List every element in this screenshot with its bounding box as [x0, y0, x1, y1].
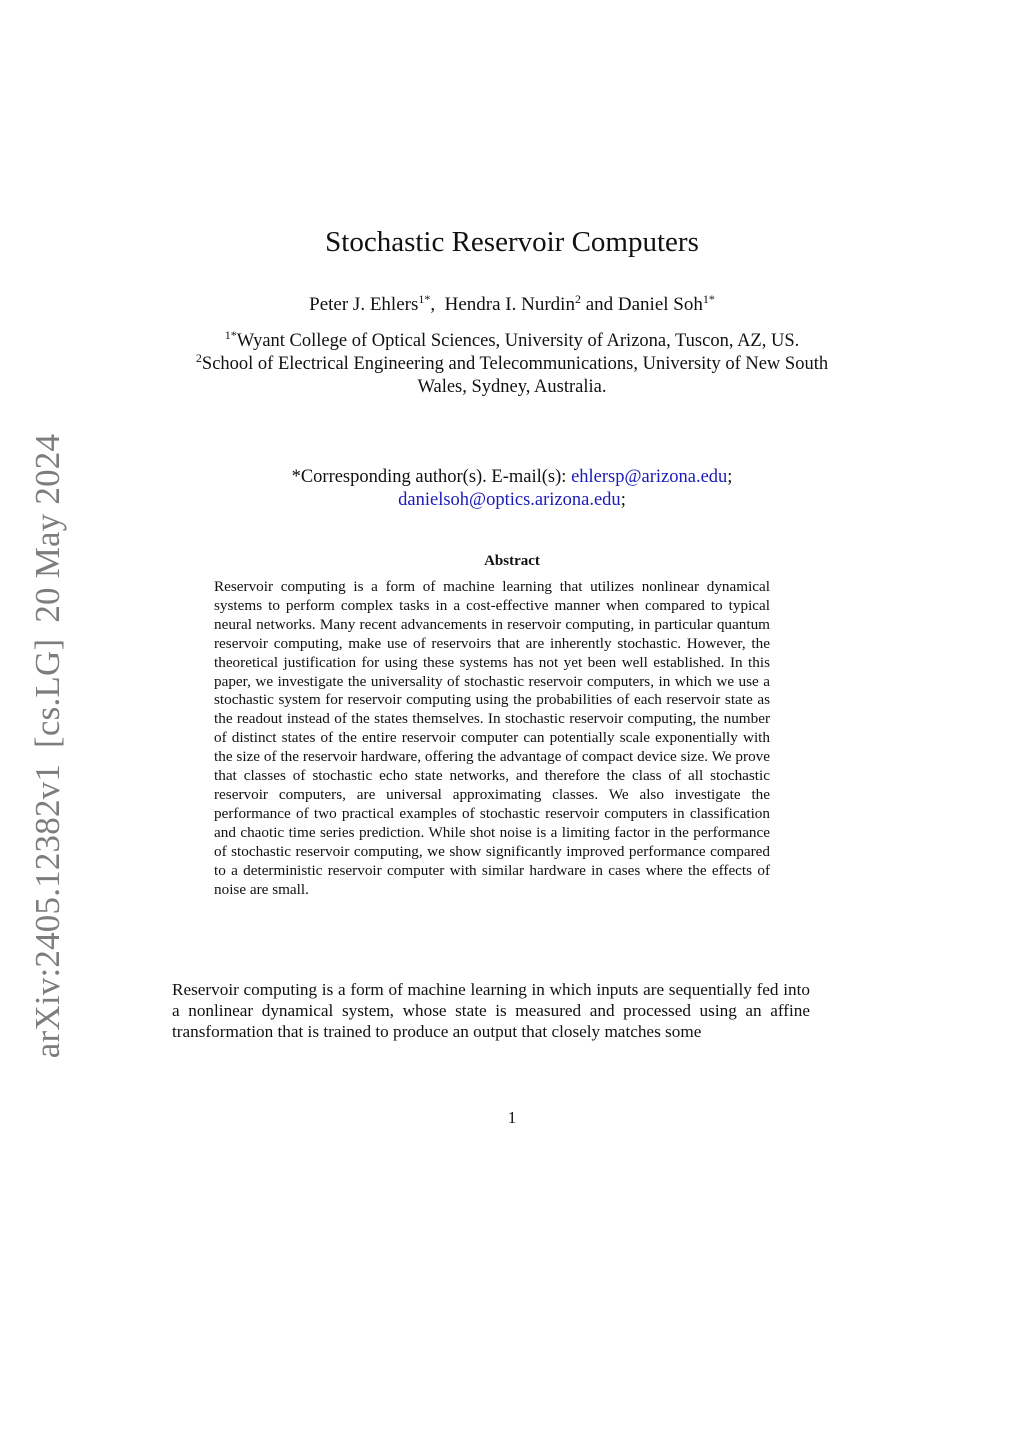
author-name: Daniel Soh — [617, 294, 703, 315]
affiliation — [192, 330, 832, 353]
author-separator: and — [580, 294, 618, 315]
abstract-heading: Abstract — [484, 553, 540, 569]
corresponding-label: *Corresponding author(s). E-mail(s): — [291, 467, 572, 487]
abstract-text: Reservoir computing is a form of machine learning that utilizes nonlinear dynamical systems to perform complex tasks in a cost-effective manner when compared to typical neural networks. Many recent advancements in reservoir computing, in particular quantum reservoir computing, make use of reservoirs that are inherently stochastic. However, the theoretical justification for using these systems has not yet been well established. In this paper, we investigate the universality of stochastic reservoir computers, in which we use a stochastic system for reservoir computing using the probabilities of each reservoir state as the readout instead of the states themselves. In stochastic reservoir computing, the number of distinct states of the entire reservoir computer can potentially scale exponentially with the size of the reservoir hardware, offering the advantage of compact device size. We prove that classes of stochastic echo state networks, and therefore the class of all stochastic reservoir computers, are universal approximating classes. We also investigate the performance of two practical examples of stochastic reservoir computers in classification and chaotic time series prediction. While shot noise is a limiting factor in the performance of stochastic reservoir computing, we show significantly improved performance compared to a deterministic reservoir computer with similar hardware in cases where the effects of noise are small. — [214, 578, 770, 898]
author-name: Hendra I. Nurdin — [444, 294, 575, 315]
email-separator: ; — [620, 490, 626, 510]
email-link[interactable]: ehlersp@arizona.edu — [571, 467, 728, 487]
author-list — [0, 294, 1024, 316]
author-affiliation-mark: 1* — [418, 292, 431, 306]
author-affiliation-mark: 1* — [702, 292, 715, 306]
arxiv-identifier-stamp — [28, 434, 68, 1058]
affiliation-list — [192, 330, 832, 399]
page-number: 1 — [507, 1108, 517, 1127]
affiliation-mark: 2 — [195, 351, 202, 365]
arxiv-category: [cs.LG] — [28, 638, 67, 748]
author-name: Peter J. Ehlers — [309, 294, 419, 315]
body-paragraph: Reservoir computing is a form of machine learning in which inputs are sequentially fed into a nonlinear dynamical system, whose state is measured and processed using an affine transformation that is trained to produce an output that closely matches some — [172, 980, 810, 1041]
affiliation — [192, 353, 832, 399]
corresponding-authors — [0, 466, 1024, 512]
email-separator: ; — [727, 467, 733, 487]
affiliation-text: School of Electrical Engineering and Telecommunications, University of New South Wales, Sydney, Australia. — [201, 354, 829, 397]
arxiv-date: 20 May 2024 — [28, 433, 67, 623]
author-affiliation-mark: 2 — [574, 292, 581, 306]
author-separator: , — [430, 294, 445, 315]
affiliation-text: Wyant College of Optical Sciences, University of Arizona, Tuscon, AZ, US. — [236, 331, 800, 351]
affiliation-mark: 1* — [224, 328, 237, 342]
arxiv-id: arXiv:2405.12382v1 — [28, 763, 67, 1059]
paper-title: Stochastic Reservoir Computers — [325, 226, 699, 258]
email-link[interactable]: danielsoh@optics.arizona.edu — [398, 490, 621, 510]
